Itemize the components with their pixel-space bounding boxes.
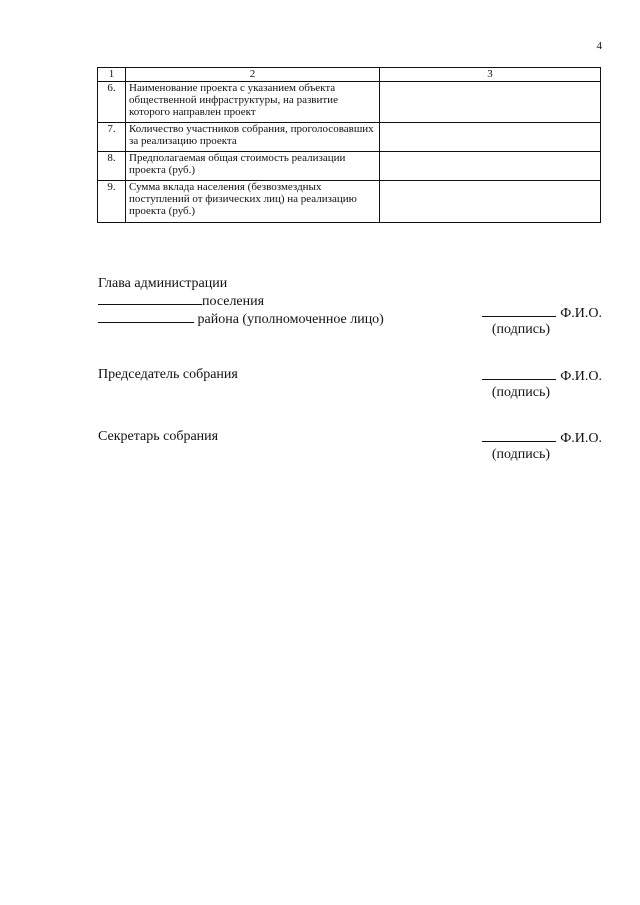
page-number: 4: [596, 40, 602, 52]
district-blank[interactable]: [98, 310, 194, 323]
secretary-fio: Ф.И.О.: [560, 431, 602, 446]
head-title: Глава администрации: [98, 276, 228, 291]
table-row: [98, 123, 601, 152]
project-info-table: [97, 67, 601, 223]
chairman-sign-label: (подпись): [491, 385, 550, 400]
row-label: Предполагаемая общая стоимость реализации проекта (руб.): [126, 152, 380, 181]
secretary-signature-block: [98, 429, 602, 462]
chairman-signature-block: [98, 367, 602, 400]
table-header-row: [98, 68, 601, 82]
header-cell: 2: [126, 68, 380, 82]
chairman-signature-field[interactable]: [482, 367, 556, 380]
row-number: 6.: [98, 82, 126, 123]
secretary-fio-area: [482, 429, 602, 462]
row-value-cell[interactable]: [380, 181, 601, 223]
row-label: Наименование проекта с указанием объекта общественной инфраструктуры, на развитие которого направлен проект: [126, 82, 380, 123]
settlement-label: поселения: [202, 294, 265, 309]
row-number: 8.: [98, 152, 126, 181]
chairman-fio: Ф.И.О.: [560, 369, 602, 384]
district-label: района (уполномоченное лицо): [197, 312, 384, 327]
row-number: 9.: [98, 181, 126, 223]
chairman-fio-area: [482, 367, 602, 400]
secretary-sign-label: (подпись): [491, 447, 550, 462]
chairman-title: Председатель собрания: [98, 367, 238, 382]
row-value-cell[interactable]: [380, 152, 601, 181]
row-label: Сумма вклада населения (безвозмездных поступлений от физических лиц) на реализацию проекта (руб.): [126, 181, 380, 223]
header-cell: 3: [380, 68, 601, 82]
head-fio-area: [482, 304, 602, 337]
row-value-cell[interactable]: [380, 123, 601, 152]
settlement-blank[interactable]: [98, 292, 202, 305]
head-signature-block: [98, 276, 602, 337]
table-row: [98, 152, 601, 181]
row-number: 7.: [98, 123, 126, 152]
secretary-title: Секретарь собрания: [98, 429, 219, 444]
table-row: [98, 82, 601, 123]
row-value-cell[interactable]: [380, 82, 601, 123]
secretary-signature-field[interactable]: [482, 429, 556, 442]
header-cell: 1: [98, 68, 126, 82]
head-fio: Ф.И.О.: [560, 306, 602, 321]
head-signature-field[interactable]: [482, 304, 556, 317]
table-row: [98, 181, 601, 223]
head-sign-label: (подпись): [491, 322, 550, 337]
row-label: Количество участников собрания, проголосовавших за реализацию проекта: [126, 123, 380, 152]
